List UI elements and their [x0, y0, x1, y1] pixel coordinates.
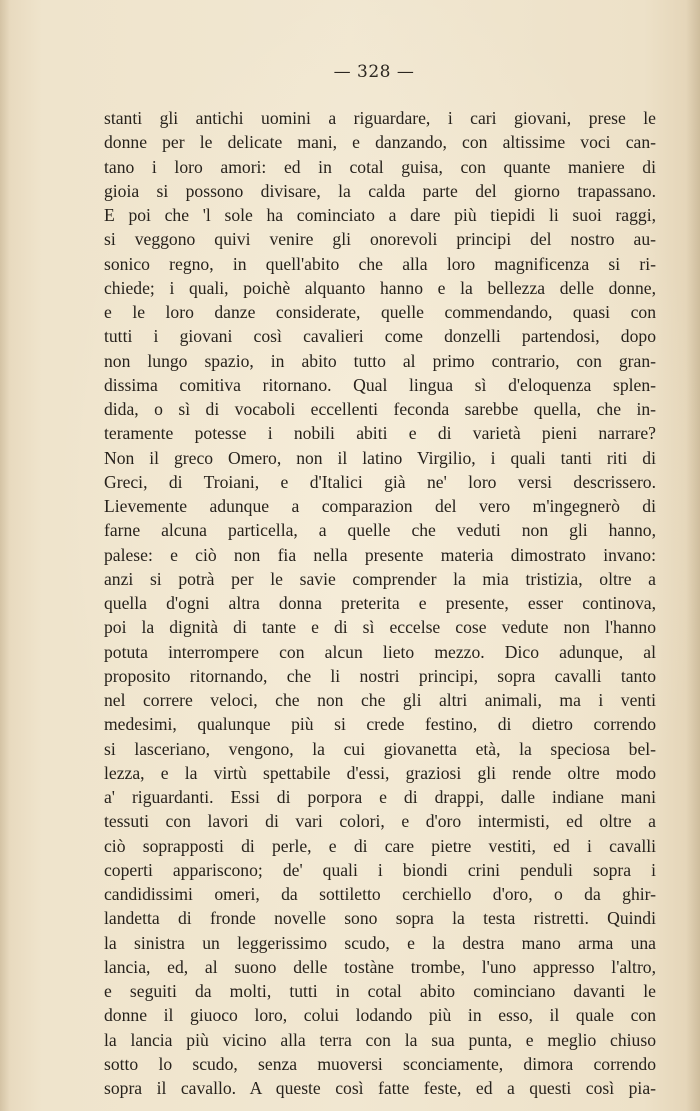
text-line: chiede; i quali, poichè alquanto hanno e la bellezza delle donne, — [104, 277, 656, 298]
text-line: poi la dignità di tante e di sì eccelse cose vedute non l'hanno — [104, 617, 656, 638]
text-line: Non il greco Omero, non il latino Virgilio, i quali tanti riti di — [104, 447, 656, 468]
text-line: lancia, ed, al suono delle tostàne trombe, l'uno appresso l'altro, — [104, 956, 656, 977]
text-line: palese: e ciò non fia nella presente materia dimostrato invano: — [104, 544, 656, 565]
body-text — [104, 106, 656, 1100]
text-line: coperti appariscono; de' quali i biondi crini penduli sopra i — [104, 859, 656, 880]
text-line: lezza, e la virtù spettabile d'essi, graziosi gli rende oltre modo — [104, 762, 656, 783]
text-line: dida, o sì di vocaboli eccellenti feconda sarebbe quella, che in- — [104, 399, 656, 419]
text-line: tessuti con lavori di vari colori, e d'oro intermisti, ed oltre a — [104, 811, 656, 832]
text-line: sonico regno, in quell'abito che alla loro magnificenza si ri- — [104, 253, 656, 274]
text-line: donne per le delicate mani, e danzando, con altissime voci can- — [104, 132, 656, 153]
text-line: candidissimi omeri, da sottiletto cerchiello d'oro, o da ghir- — [104, 884, 656, 904]
text-line: tano i loro amori: ed in cotal guisa, con quante maniere di — [104, 156, 656, 177]
text-line: Greci, di Troiani, e d'Italici già ne' loro versi descrissero. — [104, 471, 656, 492]
text-line: tutti i giovani così cavalieri come donzelli partendosi, dopo — [104, 326, 656, 347]
text-line: si lasceriano, vengono, la cui giovanetta età, la speciosa bel- — [104, 738, 656, 759]
text-line: sotto lo scudo, senza muoversi sconciamente, dimora correndo — [104, 1053, 656, 1074]
page-left-edge — [0, 0, 10, 1111]
text-line: nel correre veloci, che non che gli altri animali, ma i venti — [104, 690, 656, 710]
text-line: e seguiti da molti, tutti in cotal abito cominciano davanti le — [104, 981, 656, 1001]
text-line: E poi che 'l sole ha cominciato a dare più tiepidi li suoi raggi, — [104, 205, 656, 225]
text-line: donne il giuoco loro, colui lodando più in esso, il quale con — [104, 1005, 656, 1026]
text-line: ciò soprapposti di perle, e di care pietre vestiti, ed i cavalli — [104, 835, 656, 856]
text-line: gioia si possono divisare, la calda parte del giorno trapassano. — [104, 180, 656, 201]
text-line: la sinistra un leggerissimo scudo, e la destra mano arma una — [104, 932, 656, 953]
text-line: e le loro danze considerate, quelle commendando, quasi con — [104, 302, 656, 322]
text-line: si veggono quivi venire gli onorevoli principi del nostro au- — [104, 229, 656, 250]
text-line: stanti gli antichi uomini a riguardare, i cari giovani, prese le — [104, 108, 656, 128]
text-line: landetta di fronde novelle sono sopra la testa ristretti. Quindi — [104, 908, 656, 929]
page-right-edge — [686, 0, 700, 1111]
text-line: potuta interrompere con alcun lieto mezzo. Dico adunque, al — [104, 641, 656, 662]
text-line: quella d'ogni altra donna preterita e presente, esser continova, — [104, 593, 656, 613]
text-line: farne alcuna particella, a quelle che veduti non gli hanno, — [104, 520, 656, 541]
text-line: Lievemente adunque a comparazion del vero m'ingegnerò di — [104, 496, 656, 516]
text-line: dissima comitiva ritornano. Qual lingua sì d'eloquenza splen- — [104, 374, 656, 395]
text-line: la lancia più vicino alla terra con la sua punta, e meglio chiuso — [104, 1029, 656, 1050]
text-line: non lungo spazio, in abito tutto al primo contrario, con gran- — [104, 350, 656, 371]
text-line: anzi si potrà per le savie comprender la mia tristizia, oltre a — [104, 568, 656, 589]
text-line: proposito ritornando, che li nostri principi, sopra cavalli tanto — [104, 665, 656, 686]
text-line: a' riguardanti. Essi di porpora e di drappi, dalle indiane mani — [104, 787, 656, 807]
text-line: teramente potesse i nobili abiti e di varietà pieni narrare? — [104, 423, 656, 444]
page-number: — 328 — — [333, 62, 415, 82]
text-line: medesimi, qualunque più si crede festino, di dietro correndo — [104, 714, 656, 735]
text-line: sopra il cavallo. A queste così fatte feste, ed a questi così pia- — [104, 1078, 656, 1098]
